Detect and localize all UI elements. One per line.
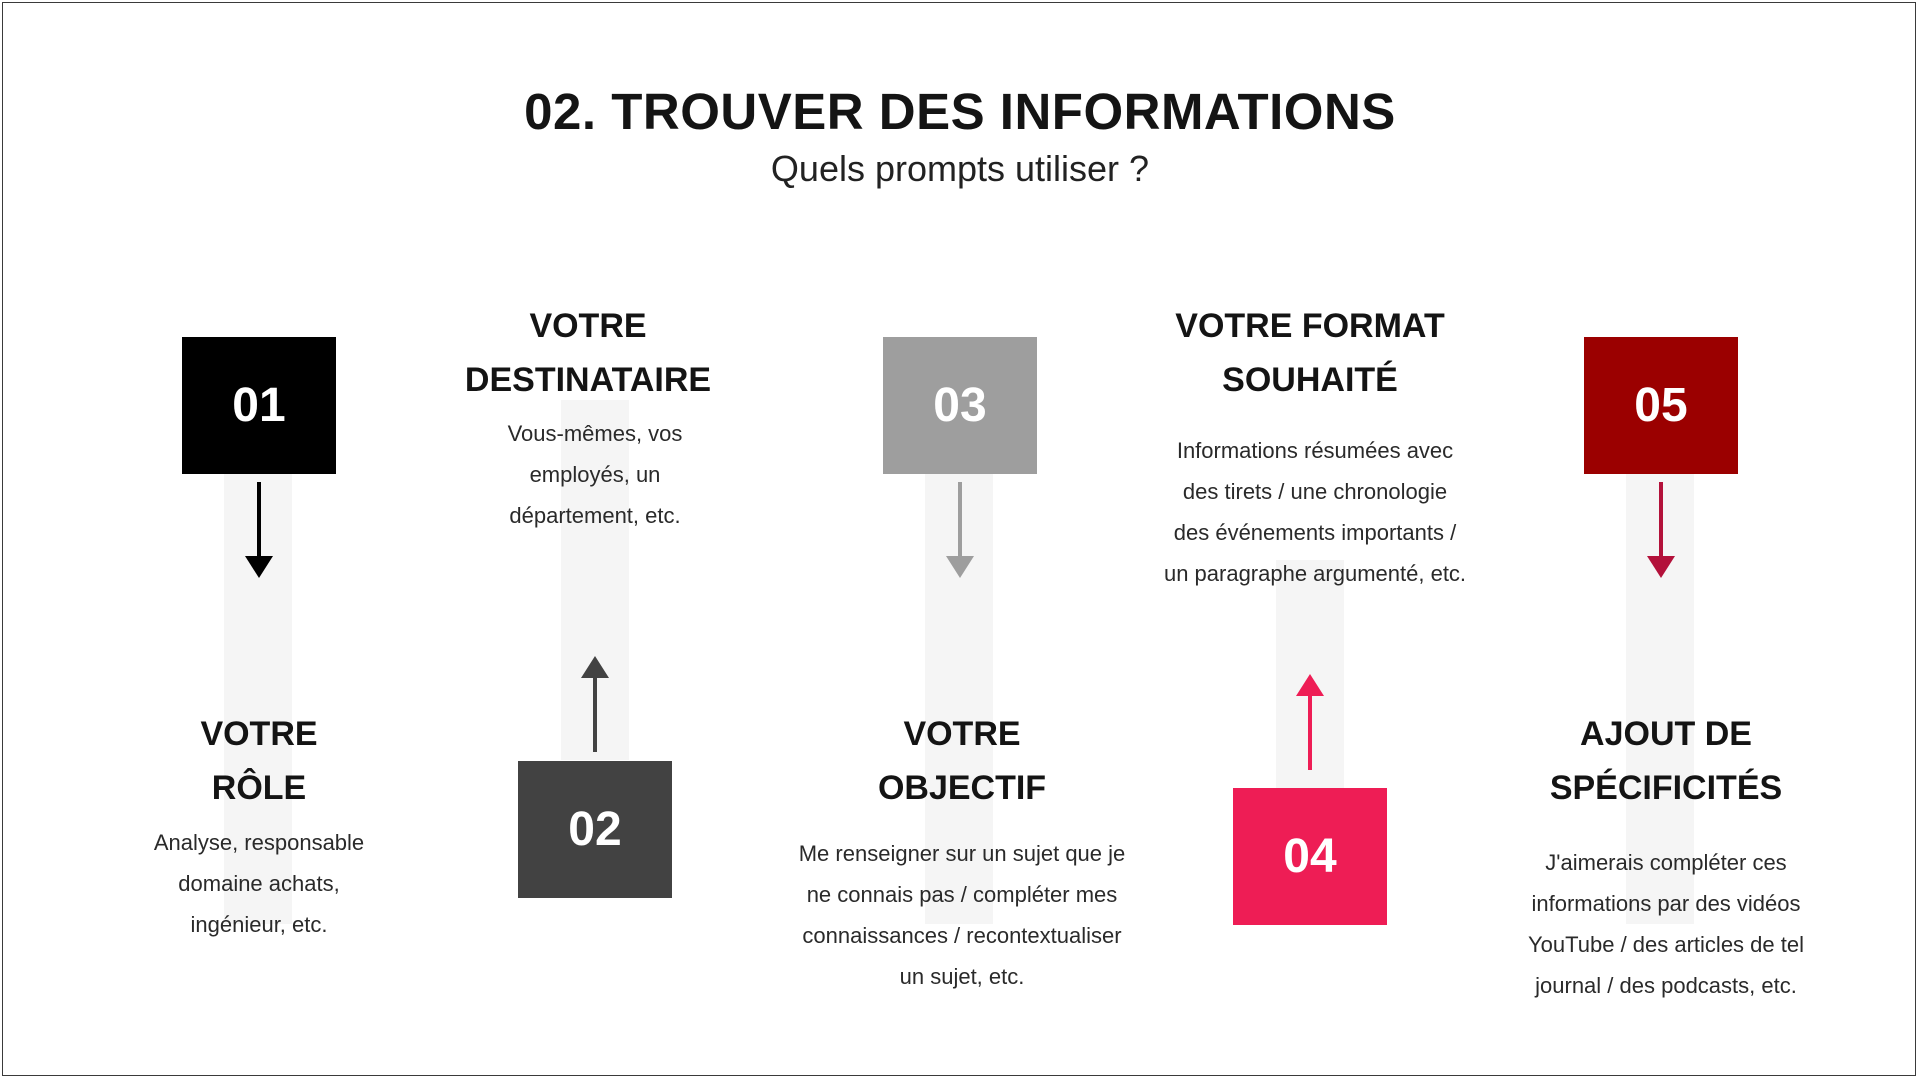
heading-step-2: VOTRE DESTINATAIRE [464,307,712,399]
heading-step-4: VOTRE FORMAT SOUHAITÉ [1175,307,1445,399]
arrow-down-icon [1641,482,1681,578]
heading-step-1: VOTRE RÔLE [200,715,318,807]
number-step-3: 03 [933,379,987,432]
arrow-up-icon [1290,674,1330,770]
number-step-4: 04 [1283,830,1337,883]
number-step-2: 02 [568,803,622,856]
heading-step-5: AJOUT DE SPÉCIFICITÉS [1549,715,1783,807]
arrow-down-icon [239,482,279,578]
description-step-2: Vous-mêmes, vos employés, un département, etc. [507,421,683,528]
number-step-5: 05 [1634,379,1688,432]
description-step-4: Informations résumées avec des tirets / une chronologie des événements importants / un paragraphe argumenté, etc. [1163,438,1467,586]
arrow-down-icon [940,482,980,578]
number-box-step-3 [883,337,1037,474]
page-title: 02. TROUVER DES INFORMATIONS [524,83,1396,140]
arrow-up-icon [575,656,615,752]
page-subtitle: Quels prompts utiliser ? [770,148,1150,189]
description-step-1: Analyse, responsable domaine achats, ingénieur, etc. [153,830,365,937]
number-step-1: 01 [232,379,286,432]
number-box-step-5 [1584,337,1738,474]
number-box-step-4 [1233,788,1387,925]
number-box-step-2 [518,761,672,898]
number-box-step-1 [182,337,336,474]
description-step-3: Me renseigner sur un sujet que je ne connais pas / compléter mes connaissances / recontextualiser un sujet, etc. [798,841,1126,989]
description-step-5: J'aimerais compléter ces informations par des vidéos YouTube / des articles de tel journal / des podcasts, etc. [1528,850,1804,998]
heading-step-3: VOTRE OBJECTIF [877,715,1047,807]
